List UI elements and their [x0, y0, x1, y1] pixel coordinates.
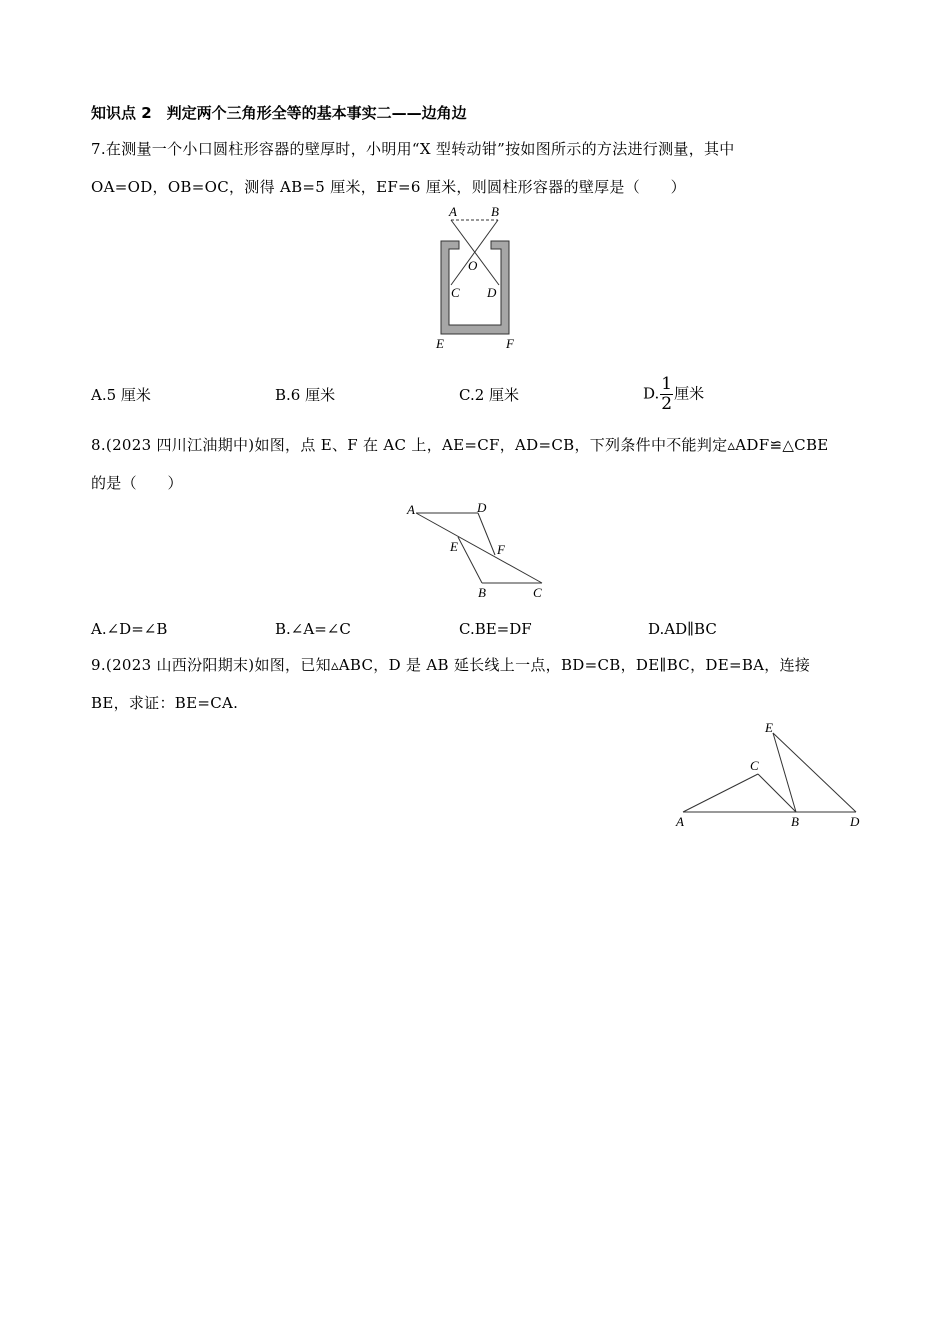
label-D: D — [477, 500, 487, 515]
label-E: E — [450, 539, 458, 554]
label-C: C — [451, 285, 460, 300]
label-D: D — [487, 285, 497, 300]
label-F: F — [497, 542, 505, 557]
q7-text-line2: OA=OD，OB=OC，测得 AB=5 厘米，EF=6 厘米，则圆柱形容器的壁厚是（ ） — [91, 178, 686, 196]
segment-ED — [773, 733, 856, 812]
fraction-numerator: 1 — [661, 374, 673, 394]
q8-option-d[interactable]: D.AD∥BC — [648, 620, 717, 638]
label-C: C — [750, 758, 759, 773]
label-C: C — [533, 585, 542, 600]
section-heading: 知识点 2 判定两个三角形全等的基本事实二——边角边 — [91, 104, 467, 122]
label-O: O — [468, 258, 478, 273]
q7-option-c[interactable]: C.2 厘米 — [459, 386, 520, 404]
q9-figure — [670, 715, 870, 835]
q7-option-a[interactable]: A.5 厘米 — [91, 386, 151, 404]
fraction-denominator: 2 — [661, 394, 673, 414]
label-F: F — [506, 336, 514, 351]
q7-option-d[interactable] — [643, 376, 704, 413]
label-B: B — [491, 204, 499, 219]
label-D: D — [850, 814, 860, 829]
q7-option-d-prefix: D. — [643, 384, 660, 403]
q8-text-line1: 8.(2023 四川江油期中)如图，点 E、F 在 AC 上，AE=CF，AD=CB，下列条件中不能判定▵ADF≌△CBE — [91, 436, 829, 454]
q7-text-line1: 7.在测量一个小口圆柱形容器的壁厚时，小明用“X 型转动钳”按如图所示的方法进行测量，其中 — [91, 140, 735, 158]
q7-option-d-fraction — [660, 376, 673, 413]
q8-text-line2: 的是（ ） — [91, 474, 183, 492]
segment-EB — [458, 537, 482, 583]
q8-option-c[interactable]: C.BE=DF — [459, 620, 532, 638]
label-E: E — [436, 336, 444, 351]
segment-AC — [683, 774, 758, 812]
q9-text-line1: 9.(2023 山西汾阳期末)如图，已知▵ABC，D 是 AB 延长线上一点，BD=CB，DE∥BC，DE=BA，连接 — [91, 656, 811, 674]
label-A: A — [676, 814, 684, 829]
q7-figure — [420, 200, 540, 355]
q7-option-b[interactable]: B.6 厘米 — [275, 386, 336, 404]
label-A: A — [407, 502, 415, 517]
q8-option-b[interactable]: B.∠A=∠C — [275, 620, 351, 638]
segment-AC — [416, 513, 542, 583]
q8-option-a[interactable]: A.∠D=∠B — [91, 620, 168, 638]
label-A: A — [449, 204, 457, 219]
q7-option-d-suffix: 厘米 — [674, 384, 705, 403]
label-B: B — [478, 585, 486, 600]
label-E: E — [765, 720, 773, 735]
q9-text-line2: BE，求证：BE=CA. — [91, 694, 239, 712]
label-B: B — [791, 814, 799, 829]
q8-figure — [400, 497, 550, 602]
